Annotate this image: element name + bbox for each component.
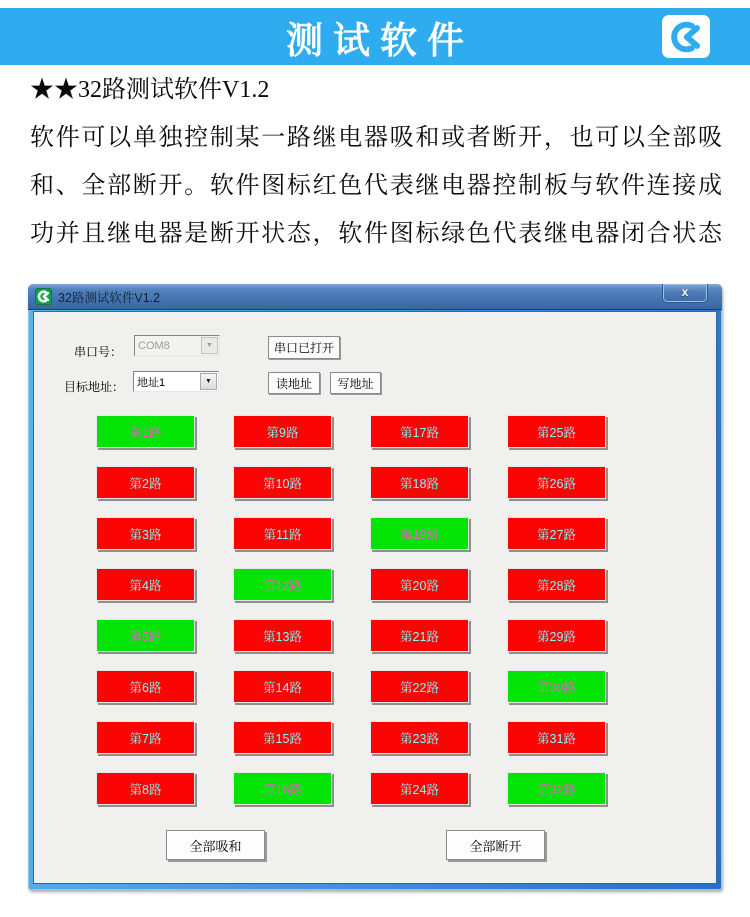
serial-port-combobox <box>134 335 220 356</box>
channel-button[interactable]: 第21路 <box>370 619 469 652</box>
channel-button[interactable]: 第31路 <box>507 721 606 754</box>
channel-button[interactable]: 第8路 <box>96 772 195 805</box>
channel-button[interactable]: 第2路 <box>96 466 195 499</box>
channel-button[interactable]: 第1路 <box>96 415 195 448</box>
channel-button[interactable]: 第17路 <box>370 415 469 448</box>
serial-port-value: COM8 <box>138 339 170 352</box>
channel-button[interactable]: 第18路 <box>370 466 469 499</box>
k-circle-logo-icon <box>662 15 710 58</box>
channel-button[interactable]: 第6路 <box>96 670 195 703</box>
close-button[interactable]: x <box>662 284 708 303</box>
channel-button[interactable]: 第24路 <box>370 772 469 805</box>
channel-button[interactable]: 第7路 <box>96 721 195 754</box>
channel-button[interactable]: 第28路 <box>507 568 606 601</box>
intro-line-4: 功并且继电器是断开状态，软件图标绿色代表继电器闭合状态 <box>30 221 722 247</box>
all-close-button[interactable]: 全部吸和 <box>166 830 265 860</box>
serial-open-button[interactable]: 串口已打开 <box>268 336 340 359</box>
target-address-label: 目标地址： <box>64 380 125 394</box>
window-titlebar[interactable] <box>28 284 722 310</box>
channel-button[interactable]: 第13路 <box>233 619 332 652</box>
channel-button[interactable]: 第5路 <box>96 619 195 652</box>
channel-button[interactable]: 第12路 <box>233 568 332 601</box>
channel-button[interactable]: 第20路 <box>370 568 469 601</box>
write-address-button[interactable]: 写地址 <box>330 372 381 394</box>
channel-button[interactable]: 第11路 <box>233 517 332 550</box>
channel-button[interactable]: 第4路 <box>96 568 195 601</box>
chevron-down-icon: ▼ <box>201 337 218 354</box>
app-k-icon <box>35 288 52 305</box>
channel-button[interactable]: 第26路 <box>507 466 606 499</box>
intro-paragraph <box>30 66 722 258</box>
channel-button[interactable]: 第32路 <box>507 772 606 805</box>
channel-button[interactable]: 第9路 <box>233 415 332 448</box>
chevron-down-icon: ▼ <box>200 373 217 390</box>
channel-button[interactable]: 第29路 <box>507 619 606 652</box>
channel-button[interactable]: 第27路 <box>507 517 606 550</box>
channel-button[interactable]: 第3路 <box>96 517 195 550</box>
channel-button[interactable]: 第10路 <box>233 466 332 499</box>
channel-button[interactable]: 第19路 <box>370 517 469 550</box>
app-banner <box>0 8 750 65</box>
window-title: 32路测试软件V1.2 <box>58 290 161 305</box>
banner-title: 测试软件 <box>286 17 474 62</box>
intro-line-1: ★★32路测试软件V1.2 <box>30 77 270 103</box>
all-open-button[interactable]: 全部断开 <box>446 830 545 860</box>
channel-button[interactable]: 第30路 <box>507 670 606 703</box>
target-address-combobox[interactable] <box>133 371 219 392</box>
channel-button[interactable]: 第23路 <box>370 721 469 754</box>
target-address-value: 地址1 <box>137 376 166 389</box>
window-client-area <box>33 311 717 884</box>
channel-button[interactable]: 第25路 <box>507 415 606 448</box>
channel-button[interactable]: 第16路 <box>233 772 332 805</box>
channel-button[interactable]: 第14路 <box>233 670 332 703</box>
intro-line-2: 软件可以单独控制某一路继电器吸和或者断开，也可以全部吸 <box>30 125 722 151</box>
read-address-button[interactable]: 读地址 <box>268 372 320 394</box>
channel-button[interactable]: 第22路 <box>370 670 469 703</box>
app-window <box>28 284 722 890</box>
intro-line-3: 和、全部断开。软件图标红色代表继电器控制板与软件连接成 <box>30 173 722 199</box>
serial-port-label: 串口号： <box>74 345 123 359</box>
channel-button[interactable]: 第15路 <box>233 721 332 754</box>
